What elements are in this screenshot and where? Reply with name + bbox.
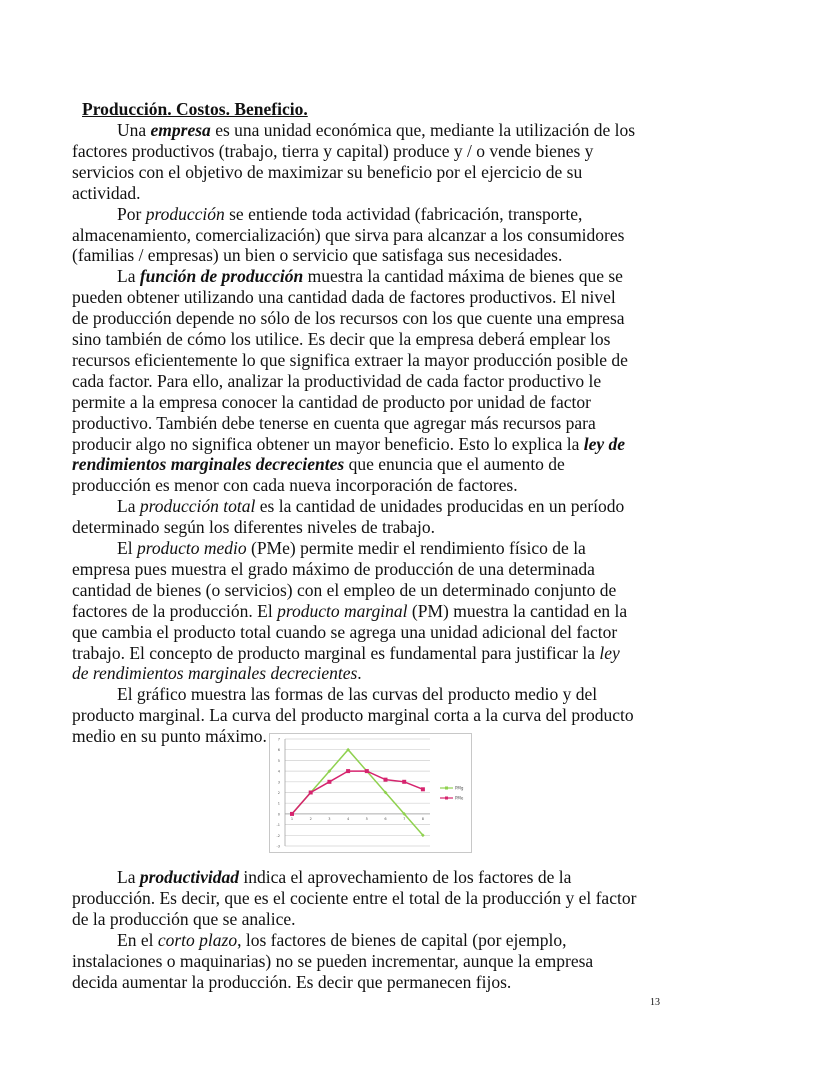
x-tick-label: 2 (309, 816, 312, 821)
data-point (421, 787, 425, 791)
x-tick-label: 8 (421, 816, 425, 821)
y-tick-label: 0 (277, 812, 280, 817)
text-span: determinado según los diferentes niveles de trabajo. (72, 517, 436, 538)
text-line (72, 909, 296, 929)
text-span: es la cantidad de unidades producidas en un período (255, 496, 625, 517)
text-span: muestra la cantidad máxima de bienes que se (303, 266, 623, 287)
text-line (72, 559, 595, 579)
text-span: instalaciones o maquinarias) no se pueden incrementar, aunque la empresa (72, 950, 594, 971)
y-tick-label: 1 (277, 801, 280, 806)
text-span: (PMe) permite medir el rendimiento físico de la (246, 538, 586, 558)
y-tick-label: 7 (277, 737, 280, 742)
x-tick-label: 6 (384, 816, 387, 821)
text-span: producción es menor con cada nueva incorporación de factores. (72, 475, 518, 496)
text-line (72, 663, 362, 683)
text-span: La (117, 496, 140, 517)
text-span: producir algo no significa obtener un mayor beneficio. Esto lo explica la (72, 433, 584, 454)
text-line (117, 684, 597, 704)
text-line (72, 371, 601, 391)
text-line (72, 141, 593, 161)
data-point (327, 780, 331, 784)
emphasis-text: rendimientos marginales decrecientes (72, 454, 345, 475)
section-title: Producción. Costos. Beneficio. (82, 99, 308, 119)
legend-label: PMg (455, 785, 464, 791)
x-tick-label: 1 (290, 816, 294, 821)
text-line (117, 496, 624, 516)
text-line (72, 162, 582, 182)
x-tick-label: 5 (365, 816, 368, 821)
text-span: , los factores de bienes de capital (por ejemplo, (237, 929, 567, 950)
text-span: Una (117, 120, 151, 140)
legend-marker (445, 787, 448, 790)
text-span: de la producción que se analice. (72, 908, 296, 929)
text-line (72, 434, 625, 454)
text-span: pueden obtener utilizando una cantidad dada de factores productivos. El nivel (72, 287, 616, 308)
text-span: cada factor. Para ello, analizar la productividad de cada factor productivo le (72, 370, 602, 391)
text-line (117, 538, 586, 558)
y-tick-label: 4 (277, 769, 280, 774)
text-line (72, 643, 620, 663)
y-tick-label: -1 (276, 823, 280, 828)
text-line (72, 392, 591, 412)
text-line (117, 266, 623, 286)
data-point (365, 769, 369, 773)
emphasis-text: de rendimientos marginales decrecientes (72, 663, 358, 684)
text-span: producto marginal. La curva del producto marginal corta a la curva del producto (72, 705, 634, 726)
x-tick-label: 4 (346, 816, 350, 821)
text-span: La (117, 867, 140, 887)
text-span: (PM) muestra la cantidad en la (407, 600, 628, 621)
text-line (72, 475, 518, 495)
emphasis-text: producto medio (136, 538, 247, 558)
text-line (72, 454, 565, 474)
emphasis-text: corto plazo (157, 929, 238, 950)
text-span: que enuncia que el aumento de (344, 454, 565, 475)
text-span: El (117, 538, 137, 558)
data-point (384, 778, 388, 782)
text-line (72, 329, 610, 349)
emphasis-text: función de producción (139, 266, 304, 287)
text-line (72, 726, 267, 746)
page-number: 13 (650, 997, 660, 1008)
data-point (346, 769, 350, 773)
text-line (117, 120, 635, 140)
text-line (72, 622, 617, 642)
text-span: factores productivos (trabajo, tierra y capital) produce y / o vende bienes y (72, 140, 594, 161)
text-line (72, 183, 141, 203)
text-line (72, 888, 636, 908)
text-span: empresa pues muestra el grado máximo de producción de una determinada (72, 558, 595, 579)
text-span: permite a la empresa conocer la cantidad de producto por unidad de factor (72, 391, 591, 412)
emphasis-text: producto marginal (277, 600, 408, 621)
text-span: se entiende toda actividad (fabricación, transporte, (224, 203, 583, 224)
text-span: En el (117, 929, 158, 950)
emphasis-text: empresa (150, 120, 211, 140)
text-line (72, 350, 628, 370)
data-point (309, 791, 313, 795)
text-span: que cambia el producto total cuando se agrega una unidad adicional del factor (72, 621, 618, 642)
text-span: es una unidad económica que, mediante la utilización de los (210, 120, 636, 140)
text-line (72, 951, 593, 971)
text-line (72, 580, 616, 600)
legend-label: PMe (455, 795, 464, 801)
text-span: producción. Es decir, que es el cociente entre el total de la producción y el factor (72, 887, 637, 908)
emphasis-text: producción (145, 203, 225, 224)
data-point (402, 780, 406, 784)
text-span: La (117, 266, 140, 287)
text-line (72, 705, 634, 725)
text-span: servicios con el objetivo de maximizar su beneficio por el ejercicio de su (72, 161, 583, 182)
text-span: cantidad de bienes (o servicios) con el empleo de un determinado conjunto de (72, 579, 617, 600)
text-line (117, 930, 567, 950)
text-span: recursos eficientemente lo que significa extraer la mayor producción posible de (72, 349, 628, 370)
emphasis-text: ley (599, 642, 620, 663)
text-span: El gráfico muestra las formas de las curvas del producto medio y del (117, 684, 598, 705)
x-tick-label: 3 (328, 816, 331, 821)
text-line (72, 225, 624, 245)
text-span: trabajo. El concepto de producto marginal es fundamental para justificar la (72, 642, 600, 663)
text-line (72, 601, 627, 621)
y-tick-label: 5 (277, 758, 280, 763)
emphasis-text: ley de (583, 433, 626, 454)
text-line (117, 867, 571, 887)
y-tick-label: -3 (276, 844, 280, 849)
emphasis-text: productividad (139, 867, 240, 887)
text-span: decida aumentar la producción. Es decir que permanecen fijos. (72, 971, 512, 992)
productivity-chart (269, 733, 472, 853)
text-span: factores de la producción. El (72, 600, 278, 621)
text-line (72, 972, 511, 992)
text-line (72, 308, 625, 328)
text-line (72, 287, 616, 307)
legend-marker (445, 797, 448, 800)
text-line (117, 204, 582, 224)
text-span: productivo. También debe tenerse en cuenta que agregar más recursos para (72, 412, 596, 433)
text-line (72, 245, 562, 265)
y-tick-label: 2 (277, 791, 280, 795)
y-tick-label: -2 (276, 833, 280, 838)
text-span: medio en su punto máximo. (72, 726, 267, 747)
text-span: actividad. (72, 182, 141, 203)
text-span: . (357, 663, 362, 684)
x-tick-label: 7 (403, 816, 406, 821)
chart-frame (270, 734, 472, 853)
text-span: sino también de cómo los utilice. Es decir que la empresa deberá emplear los (72, 329, 611, 349)
text-span: de producción depende no sólo de los recursos con los que cuente una empresa (72, 308, 625, 329)
text-span: (familias / empresas) un bien o servicio que satisfaga sus necesidades. (72, 245, 563, 266)
text-span: Por (117, 203, 146, 224)
y-tick-label: 6 (277, 748, 280, 753)
y-tick-label: 3 (277, 780, 280, 785)
text-span: almacenamiento, comercialización) que sirva para alcanzar a los consumidores (72, 224, 625, 245)
text-line (72, 517, 435, 537)
text-line (72, 413, 596, 433)
emphasis-text: producción total (139, 496, 256, 517)
text-span: indica el aprovechamiento de los factores de la (239, 867, 572, 887)
data-point (290, 812, 294, 816)
